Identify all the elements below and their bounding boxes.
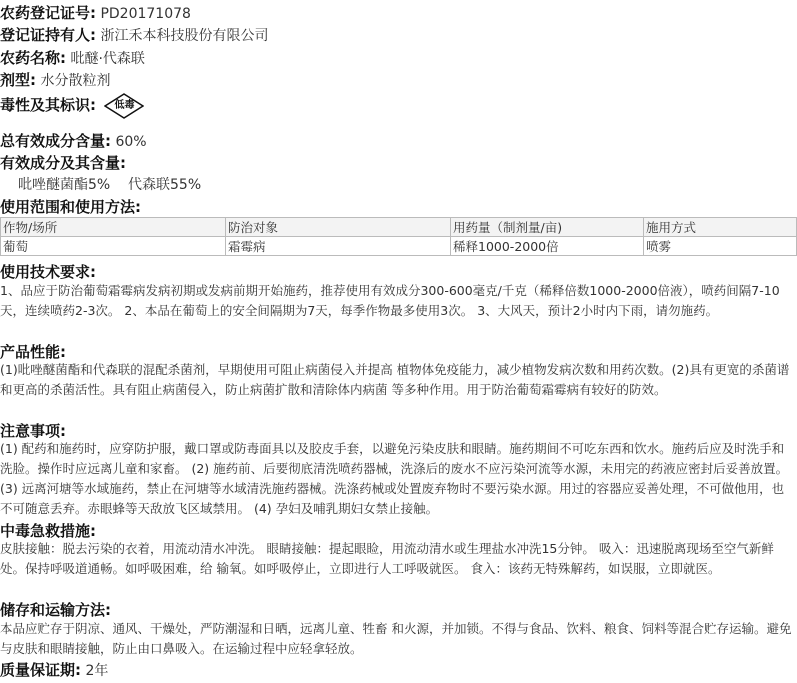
total-content-value: 60% (115, 134, 147, 150)
formulation-line (0, 70, 110, 91)
formulation-value: 水分散粒剂 (40, 73, 111, 89)
table-cell: 霜霉病 (226, 237, 451, 256)
toxicity-label: 毒性及其标识: (0, 96, 96, 114)
holder-line (0, 25, 268, 46)
storage-title: 储存和运输方法: (0, 601, 111, 619)
name-line (0, 48, 145, 69)
storage-text: 本品应贮存于阴凉、通风、干燥处，严防潮湿和日晒，远离儿童、牲畜 和火源，并加锁。不得与食品、饮料、粮食、饲料等混合贮存运输。避免与皮肤和眼睛接触，防止由口鼻吸入。在运输过程中应轻拿轻放。 (0, 621, 792, 656)
shelf-life-line (0, 660, 108, 681)
header-cell: 作物/场所 (1, 218, 226, 237)
precautions-text: (1) 配药和施药时，应穿防护服，戴口罩或防毒面具以及胶皮手套，以避免污染皮肤和眼睛。施药期间不可吃东西和饮水。施药后应及时洗手和洗脸。操作时应远离儿童和家畜。 (2) 施药前、后要彻底清洗喷药器械，洗涤后的废水不应污染河流等水源，未用完的药液应密封后妥善放置。 (3) 远离河塘等水域施药，禁止在河塘等水域清洗施药器械。洗涤药械或处置废弃物时不要污染水源。用过的容器应妥善处理，不可做他用，也不可随意丢弃。赤眼蜂等天敌放飞区域禁用。 (4) 孕妇及哺乳期妇女禁止接触。 (0, 441, 789, 516)
toxicity-line (0, 93, 144, 119)
performance-text: (1)吡唑醚菌酯和代森联的混配杀菌剂，早期使用可阻止病菌侵入并提高 植物体免疫能力，减少植物发病次数和用药次数。(2)具有更宽的杀菌谱 和更高的杀菌活性。具有阻止病菌侵入，防止病菌扩散和清除体内病菌 等多种作用。用于防治葡萄霜霉病有较好的防效。 (0, 362, 790, 397)
usage-table (0, 217, 797, 256)
header-cell: 施用方式 (644, 218, 797, 237)
precautions-title: 注意事项: (0, 422, 66, 440)
table-cell: 葡萄 (1, 237, 226, 256)
header-cell: 用药量（制剂量/亩) (451, 218, 644, 237)
reg-no-value: PD20171078 (100, 6, 191, 22)
usage-title: 使用范围和使用方法: (0, 198, 141, 216)
shelf-life-label: 质量保证期: (0, 661, 81, 679)
table-row (1, 237, 797, 256)
holder-value: 浙江禾本科技股份有限公司 (100, 28, 269, 44)
toxicity-badge-text: 低毒 (114, 100, 135, 111)
technique-title: 使用技术要求: (0, 263, 96, 281)
shelf-life-value: 2年 (85, 663, 109, 679)
usage-table-header (1, 218, 797, 237)
name-label: 农药名称: (0, 49, 66, 67)
table-cell: 稀释1000-2000倍 (451, 237, 644, 256)
performance-title: 产品性能: (0, 343, 66, 361)
reg-no-label: 农药登记证号: (0, 4, 96, 22)
ingredients-label: 有效成分及其含量: (0, 154, 126, 172)
first-aid-text: 皮肤接触：脱去污染的衣着，用流动清水冲洗。 眼睛接触：提起眼睑，用流动清水或生理盐水冲洗15分钟。 吸入：迅速脱离现场至空气新鲜处。保持呼吸道通畅。如呼吸困难，给 输氧。如呼吸停止，立即进行人工呼吸就医。 食入：该药无特殊解药，如误服，立即就医。 (0, 541, 774, 576)
name-value: 吡醚·代森联 (70, 51, 145, 67)
total-content-line (0, 131, 147, 152)
holder-label: 登记证持有人: (0, 26, 96, 44)
reg-no-line (0, 3, 191, 24)
table-cell: 喷雾 (644, 237, 797, 256)
ingredients-value: 吡唑醚菌酯5% 代森联55% (18, 177, 202, 193)
toxicity-badge (104, 93, 144, 119)
formulation-label: 剂型: (0, 71, 36, 89)
header-cell: 防治对象 (226, 218, 451, 237)
first-aid-title: 中毒急救措施: (0, 522, 96, 540)
total-content-label: 总有效成分含量: (0, 132, 111, 150)
technique-text: 1、品应于防治葡萄霜霉病发病初期或发病前期开始施药，推荐使用有效成分300-600毫克/千克（稀释倍数1000-2000倍液），喷药间隔7-10天，连续喷药2-3次。 2、本品在葡萄上的安全间隔期为7天，每季作物最多使用3次。 3、大风天，预计2小时内下雨，请勿施药。 (0, 283, 780, 318)
